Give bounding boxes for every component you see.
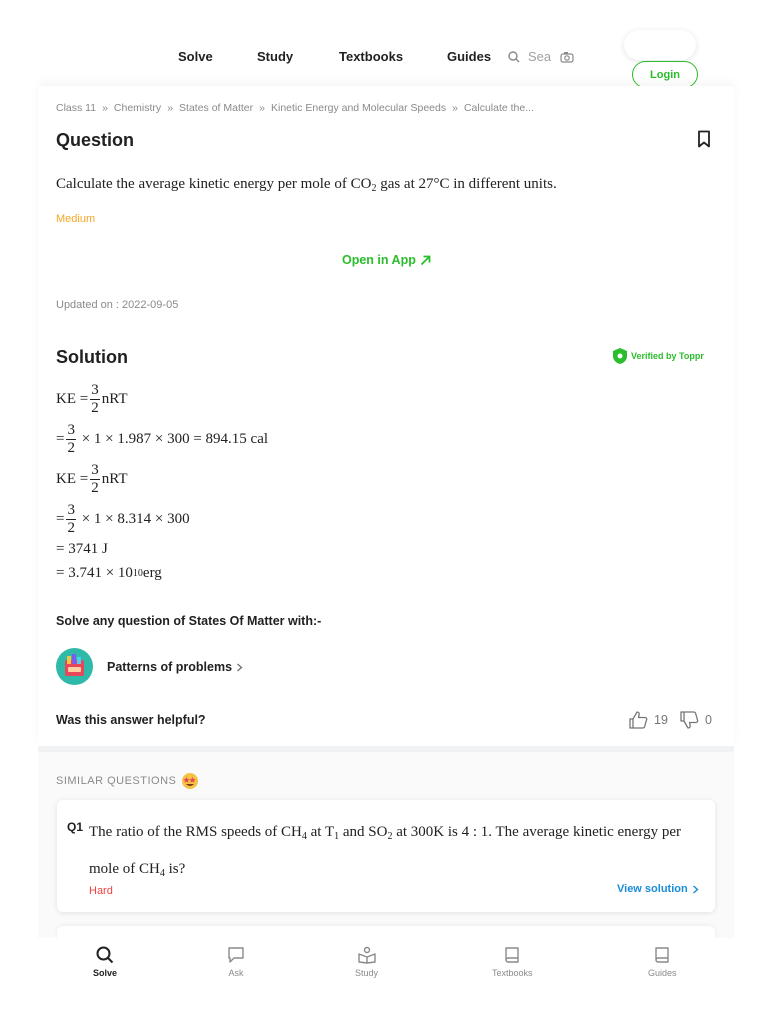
solution-line: = 3.741 × 10 10 erg (56, 565, 162, 581)
patterns-icon[interactable] (56, 648, 93, 685)
bottom-nav-study[interactable]: Study (355, 946, 378, 978)
solution-line: = $\frac{3}{2}$ × 1 × 1.987 × 300 = 894.15 cal (56, 422, 269, 456)
helpful-question: Was this answer helpful? (56, 713, 206, 727)
breadcrumb-current: Calculate the... (463, 102, 534, 114)
dislike-count: 0 (705, 713, 712, 727)
solve-any-heading: Solve any question of States Of Matter with:- (56, 614, 322, 628)
verified-badge: Verified by Toppr (612, 347, 704, 365)
breadcrumb (56, 102, 534, 114)
difficulty-badge: Medium (56, 213, 96, 225)
chat-icon (227, 946, 245, 964)
question-heading: Question (56, 130, 135, 150)
solution-line: KE = $\frac{3}{2}$ nRT (56, 382, 128, 416)
solution-line: KE = $\frac{3}{2}$ nRT (56, 462, 128, 496)
bottom-navigation (38, 938, 734, 988)
open-in-app-link[interactable]: Open in App (342, 253, 431, 267)
thumbs-up-icon (629, 711, 648, 729)
nav-study[interactable]: Study (257, 49, 294, 64)
camera-icon[interactable] (560, 51, 574, 63)
bottom-nav-solve[interactable]: Solve (93, 946, 117, 978)
search-icon (508, 51, 520, 63)
guide-book-icon (653, 946, 671, 964)
like-count: 19 (654, 713, 668, 727)
nav-solve[interactable]: Solve (178, 49, 213, 64)
star-struck-emoji-icon (181, 772, 199, 790)
arrow-up-right-icon (420, 255, 431, 266)
dislike-button[interactable] (680, 711, 712, 729)
breadcrumb-class[interactable]: Class 11 (56, 102, 97, 114)
chevron-double-icon: » (167, 102, 174, 114)
app-download-pill[interactable] (624, 30, 696, 60)
thumbs-down-icon (680, 711, 699, 729)
study-book-icon (358, 946, 376, 964)
breadcrumb-topic[interactable]: Kinetic Energy and Molecular Speeds (271, 102, 447, 114)
chevron-double-icon: » (102, 102, 108, 114)
question-number: Q1 (67, 820, 84, 834)
chevron-double-icon: » (259, 102, 265, 114)
verified-shield-icon (612, 347, 628, 365)
bookmark-icon[interactable] (697, 130, 711, 148)
nav-guides[interactable]: Guides (447, 49, 492, 64)
chevron-right-icon (692, 885, 699, 894)
login-button[interactable]: Login (632, 61, 698, 88)
like-button[interactable] (629, 711, 668, 729)
breadcrumb-chapter[interactable]: States of Matter (179, 102, 254, 114)
similar-questions-label: SIMILAR QUESTIONS (56, 772, 199, 790)
question-text: Calculate the average kinetic energy per mole of $CO_2$ gas at 27°C in different units. (56, 176, 557, 194)
similar-question-text: The ratio of the RMS speeds of $CH_4$ at $T_1$ and $SO_2$ at 300K is 4 : 1. The average kinetic energy per mole of $CH_4$ is? (89, 824, 681, 879)
bottom-nav-textbooks[interactable]: Textbooks (492, 946, 533, 978)
bottom-nav-ask[interactable]: Ask (227, 946, 245, 978)
view-solution-link[interactable]: View solution (617, 883, 699, 895)
chevron-double-icon: » (452, 102, 458, 114)
search-icon (96, 946, 114, 964)
search-input[interactable]: Sea (528, 49, 552, 64)
breadcrumb-subject[interactable]: Chemistry (113, 102, 162, 114)
textbook-icon (503, 946, 521, 964)
bottom-nav-guides[interactable]: Guides (648, 946, 677, 978)
difficulty-badge: Hard (89, 885, 113, 897)
search-box[interactable] (508, 49, 574, 64)
chevron-right-icon (236, 663, 243, 672)
solution-line: = $\frac{3}{2}$ × 1 × 8.314 × 300 (56, 502, 190, 536)
patterns-of-problems-link[interactable]: Patterns of problems (107, 660, 243, 674)
solution-heading: Solution (56, 347, 128, 367)
solution-line: = 3741 J (56, 541, 108, 557)
updated-date: Updated on : 2022-09-05 (56, 299, 179, 311)
nav-textbooks[interactable]: Textbooks (339, 49, 404, 64)
